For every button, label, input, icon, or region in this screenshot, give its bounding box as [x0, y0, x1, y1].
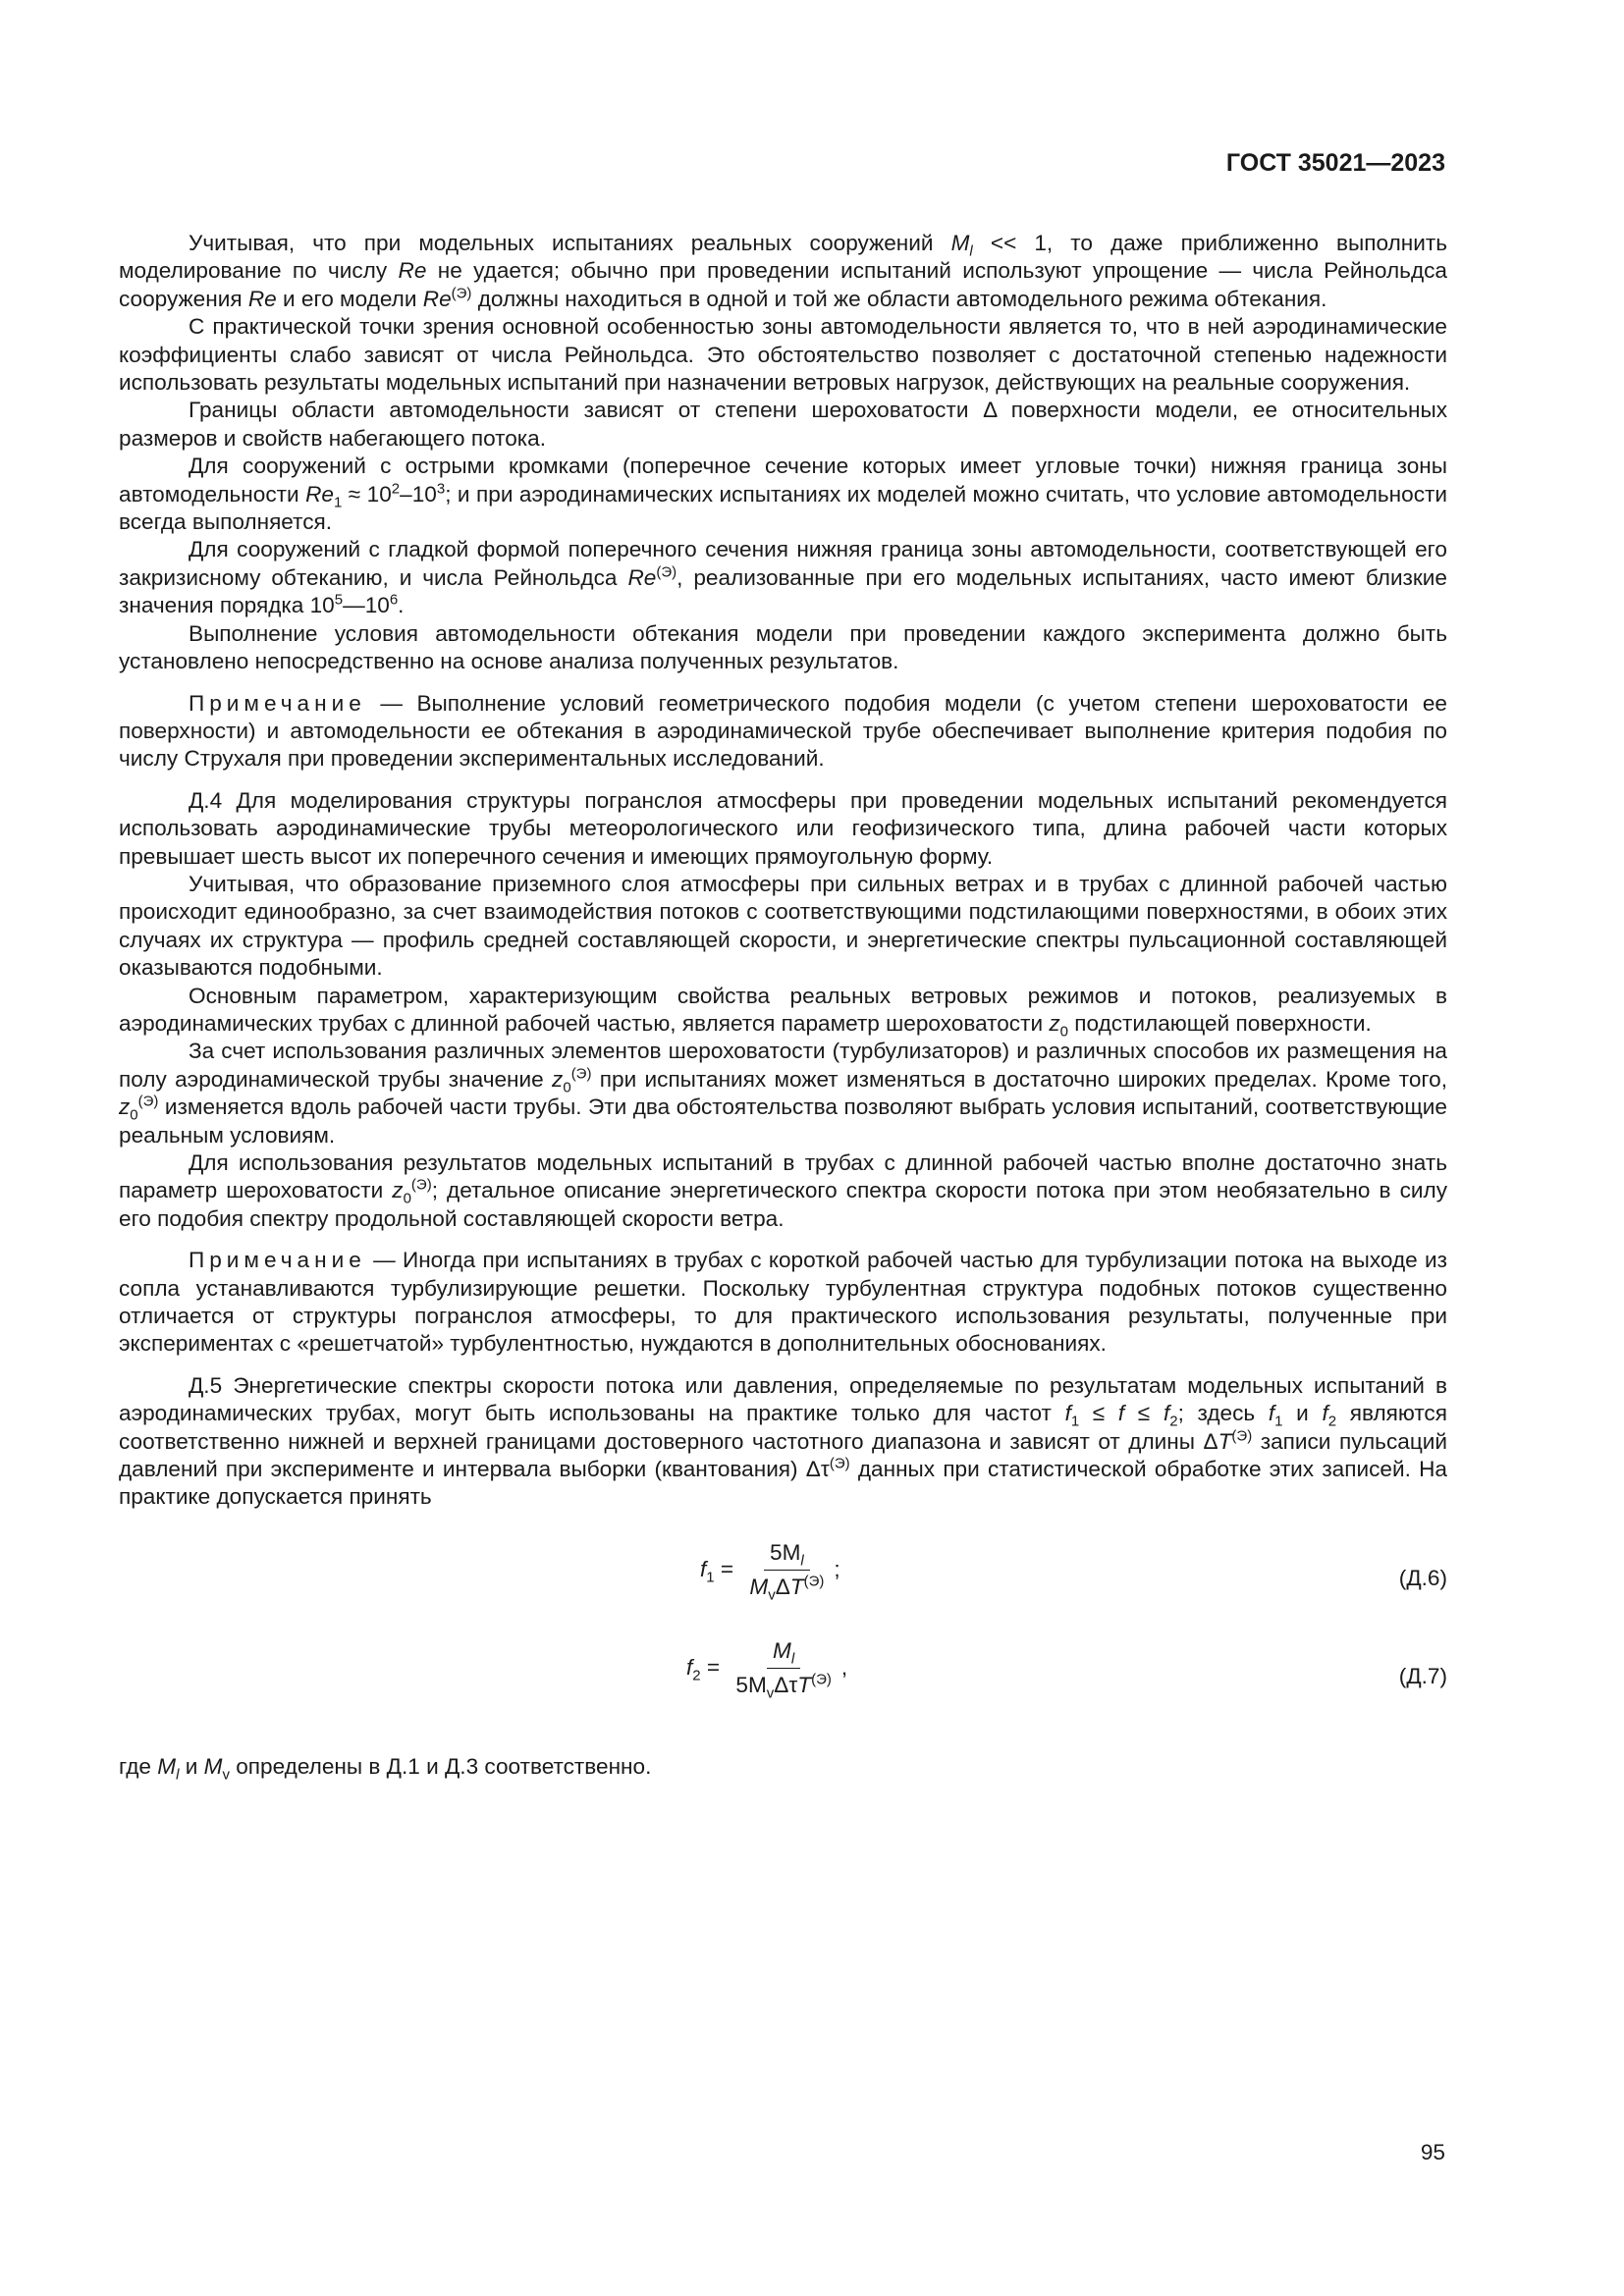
page-number: 95 [1420, 2140, 1445, 2164]
formula-d6: $f_1$ = $\frac{5M_l}{M_v\Delta T^{(Э)}}$ ; (Д.6) [700, 1539, 1447, 1604]
paragraph: Выполнение условия автомодельности обтекания модели при проведении каждого эксперимента должно быть установлено непосредственно на основе анализа полученных результатов. [119, 620, 1447, 674]
paragraph: где $M_l$ и $M_v$ определены в Д.1 и Д.3 соответственно. [119, 1753, 652, 1784]
paragraph: Учитывая, что при модельных испытаниях реальных сооружений $M_l << 1$, то даже приближенно выполнить моделирование по числу Re не удается; обычно при проведении испытаний используют упрощение — числа Рейнольдса сооружения Re и его модели $Re^{(Э)}$ должны находиться в одной и той же области автомодельного режима обтекания. [119, 231, 1448, 311]
note: Примечание — Выполнение условий геометрического подобия модели (с учетом степени шероховатости ее поверхности) и автомодельности ее обтекания в аэродинамической трубе обеспечивает выполнение критерия подобия по числу Струхаля при проведении экспериментальных исследований. [119, 690, 1447, 772]
section-d4: Д.4 Для моделирования структуры погранслоя атмосферы при проведении модельных испытаний рекомендуется использовать аэродинамические трубы метеорологического или геофизического типа, длина рабочей части которых превышает шесть высот их поперечного сечения и имеющих прямоугольную форму. [119, 787, 1447, 869]
note: Примечание — Иногда при испытаниях в трубах с короткой рабочей частью для турбулизации потока на выходе из сопла устанавливаются турбулизирующие решетки. Поскольку турбулентная структура подобных потоков существенно отличается от структуры погранслоя атмосферы, то для практического использования результаты, полученные при экспериментах с «решетчатой» турбулентностью, нуждаются в дополнительных обоснованиях. [119, 1248, 1447, 1357]
section-d5: Д.5 Энергетические спектры скорости потока или давления, определяемые по результатам модельных испытаний в аэродинамических трубах, могут быть использованы на практике только для частот $f_1 \le f \le f_2$; здесь $f_1$ и $f_2$ являются соответственно нижней и верхней границами достоверного частотного диапазона и зависят от длины $\Delta T^{(Э)}$ записи пульсаций давлений при эксперименте и интервала выборки (квантования) $\Delta\tau^{(Э)}$ данных при статистической обработке этих записей. На практике допускается принять [119, 1372, 1447, 1510]
paragraph: Для сооружений с гладкой формой поперечного сечения нижняя граница зоны автомодельности, соответствующей его закризисному обтеканию, и числа Рейнольдса $Re^{(Э)}$, реализованные при его модельных испытаниях, часто имеют близкие значения порядка $10^5—10^6$. [119, 537, 1447, 618]
paragraph: Основным параметром, характеризующим свойства реальных ветровых режимов и потоков, реализуемых в аэродинамических трубах с длинной рабочей частью, является параметр шероховатости $z_0$ подстилающей поверхности. [119, 983, 1447, 1041]
formula-d7: $f_2$ = $\frac{M_l}{5M_v\Delta\tau T^{(Э)}}$ , (Д.7) [686, 1637, 1447, 1702]
paragraph: Границы области автомодельности зависят от степени шероховатости Δ поверхности модели, ее относительных размеров и свойств набегающего потока. [119, 398, 1447, 451]
paragraph: С практической точки зрения основной особенностью зоны автомодельности является то, что в ней аэродинамические коэффициенты слабо зависят от числа Рейнольдса. Это обстоятельство позволяет с достаточной степенью надежности использовать результаты модельных испытаний при назначении ветровых нагрузок, действующих на реальные сооружения. [119, 314, 1447, 396]
equation-number: (Д.6) [1398, 1565, 1447, 1590]
document-header: ГОСТ 35021—2023 [1225, 149, 1445, 177]
paragraph: За счет использования различных элементов шероховатости (турбулизаторов) и различных способов их размещения на полу аэродинамической трубы значение $z_0^{(Э)}$ при испытаниях может изменяться в достаточно широких пределах. Кроме того, $z_0^{(Э)}$ изменяется вдоль рабочей части трубы. Эти два обстоятельства позволяют выбрать условия испытаний, соответствующие реальным условиям. [119, 1039, 1447, 1148]
paragraph: Для сооружений с острыми кромками (поперечное сечение которых имеет угловые точки) нижняя граница зоны автомодельности $Re_1 \approx 10^2-10^3$; и при аэродинамических испытаниях их моделей можно считать, что условие автомодельности всегда выполняется. [119, 454, 1447, 535]
equation-number: (Д.7) [1398, 1663, 1447, 1688]
document-body [119, 230, 1448, 1784]
paragraph: Для использования результатов модельных испытаний в трубах с длинной рабочей частью вполне достаточно знать параметр шероховатости $z_0^{(Э)}$; детальное описание энергетического спектра скорости потока при этом необязательно в силу его подобия спектру продольной составляющей скорости ветра. [119, 1150, 1447, 1231]
paragraph: Учитывая, что образование приземного слоя атмосферы при сильных ветрах и в трубах с длинной рабочей частью происходит единообразно, за счет взаимодействия потоков с соответствующими подстилающими поверхностями, в обоих этих случаях их структура — профиль средней составляющей скорости, и энергетические спектры пульсационной составляющей оказываются подобными. [119, 871, 1447, 981]
